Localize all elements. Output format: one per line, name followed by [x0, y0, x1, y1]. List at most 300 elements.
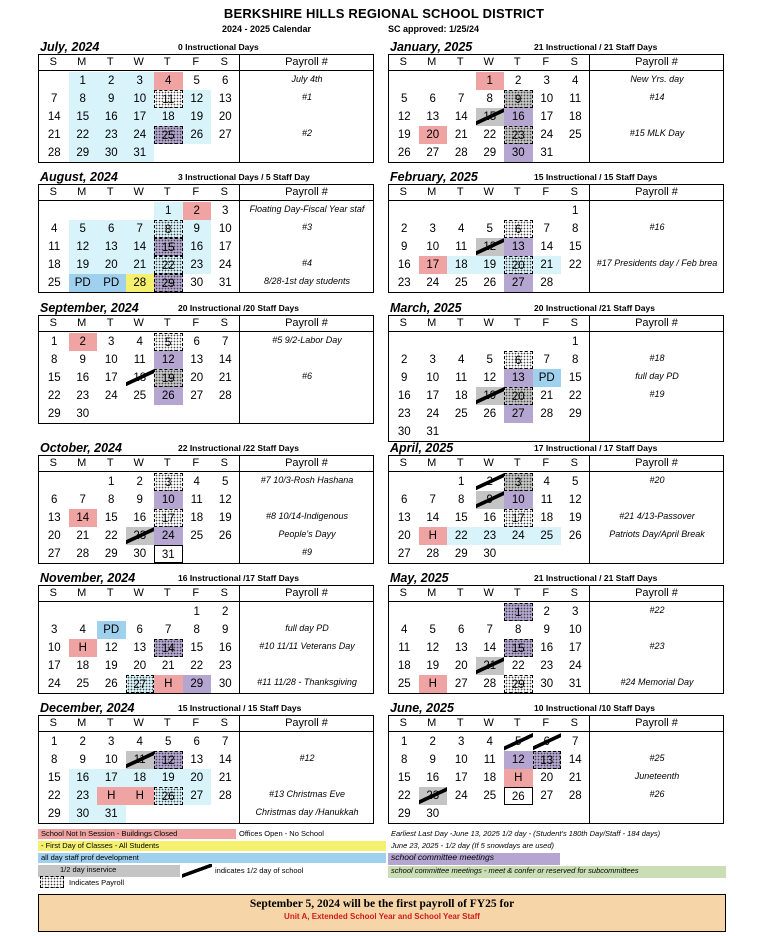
month-day-count: 15 Instructional / 15 Staff Days	[534, 172, 658, 182]
weekday-header: F	[192, 56, 200, 68]
day-cell: 27	[183, 787, 212, 805]
day-cell: 30	[69, 805, 98, 823]
day-cell: 20	[419, 126, 448, 144]
day-cell: 22	[397, 790, 411, 802]
header-divider	[389, 70, 723, 71]
weekday-header: W	[133, 317, 144, 329]
month-day-count: 21 Instructional / 21 Staff Days	[534, 42, 658, 52]
day-cell: 28	[218, 790, 232, 802]
day-cell: 12	[426, 642, 440, 654]
day-cell: 21	[454, 129, 468, 141]
legend-offices-open: Offices Open - No School	[239, 829, 324, 838]
day-cell: 15	[69, 108, 98, 126]
day-cell: 18	[190, 512, 204, 524]
weekday-header: T	[513, 717, 521, 729]
day-cell: 10	[426, 241, 440, 253]
day-cell: 29	[104, 548, 118, 560]
payroll-header: Payroll #	[635, 587, 678, 599]
day-cell: 13	[190, 754, 204, 766]
month-heading	[38, 301, 374, 315]
payroll-note: #10 11/11 Veterans Day	[259, 641, 355, 651]
day-cell: 4	[401, 624, 408, 636]
weekday-header: T	[456, 457, 464, 469]
day-cell: 15	[476, 108, 505, 126]
payroll-header: Payroll #	[285, 587, 328, 599]
day-cell: 26	[218, 530, 232, 542]
payroll-header: Payroll #	[285, 457, 328, 469]
header-divider	[39, 471, 373, 472]
day-cell: 4	[458, 223, 465, 235]
month-day-count: 20 Instructional /20 Staff Days	[178, 303, 299, 313]
day-cell: 30	[540, 678, 554, 690]
day-cell: 11	[455, 372, 468, 384]
legend-half-inservice: 1/2 day inservice	[38, 865, 180, 877]
day-cell: 19	[476, 256, 505, 274]
weekday-header: S	[570, 56, 578, 68]
day-cell: 23	[397, 277, 411, 289]
weekday-header: S	[220, 56, 228, 68]
day-cell: 22	[568, 390, 582, 402]
month-grid	[38, 585, 374, 694]
day-cell: 31	[568, 678, 582, 690]
payroll-header: Payroll #	[635, 56, 678, 68]
weekday-header: M	[77, 186, 87, 198]
weekday-header: T	[163, 717, 171, 729]
weekday-header: F	[542, 457, 550, 469]
day-cell: 13	[97, 238, 126, 256]
month-day-count: 10 Instructional /10 Staff Days	[534, 703, 655, 713]
weekday-header: S	[49, 186, 57, 198]
day-cell: 11	[126, 751, 155, 769]
weekday-header: W	[483, 317, 494, 329]
payroll-note: #12	[299, 753, 315, 763]
day-cell: 13	[218, 93, 232, 105]
day-cell: 6	[401, 494, 408, 506]
header-divider	[389, 601, 723, 602]
month-name: August, 2024	[40, 170, 118, 184]
day-cell: 15	[504, 639, 533, 657]
day-cell: 18	[47, 259, 61, 271]
day-cell: 21	[218, 372, 232, 384]
day-cell: 5	[429, 624, 436, 636]
day-cell: 5	[154, 333, 183, 351]
day-cell: 15	[454, 512, 468, 524]
day-cell: 11	[455, 241, 468, 253]
day-cell: 13	[47, 512, 61, 524]
day-cell: 25	[47, 277, 61, 289]
day-cell: 8	[458, 494, 465, 506]
payroll-header: Payroll #	[285, 317, 328, 329]
month-name: May, 2025	[390, 571, 449, 585]
day-cell: 18	[126, 769, 155, 787]
month-heading	[388, 701, 724, 715]
weekday-header: S	[49, 317, 57, 329]
payroll-note: July 4th	[291, 74, 323, 84]
day-cell: 20	[504, 387, 533, 405]
day-cell: 16	[483, 512, 497, 524]
day-cell: 6	[51, 494, 58, 506]
day-cell: 17	[419, 256, 448, 274]
day-cell: 24	[154, 527, 183, 545]
day-cell: 21	[161, 660, 175, 672]
day-cell: H	[126, 787, 155, 805]
day-cell: 19	[568, 512, 582, 524]
day-cell: 27	[126, 675, 155, 693]
day-cell: 27	[454, 678, 468, 690]
day-cell: 3	[108, 736, 115, 748]
day-cell: 9	[222, 624, 229, 636]
day-cell: 14	[454, 111, 468, 123]
day-cell: 1	[458, 476, 465, 488]
day-cell: 29	[454, 548, 468, 560]
day-cell: 26	[397, 147, 411, 159]
day-cell: 18	[483, 772, 497, 784]
day-cell: 28	[483, 678, 497, 690]
day-cell: 23	[69, 787, 98, 805]
day-cell: 14	[568, 754, 582, 766]
day-cell: 25	[533, 527, 562, 545]
month-heading	[388, 170, 724, 184]
day-cell: 2	[543, 606, 550, 618]
day-cell: 2	[401, 354, 408, 366]
day-cell: 22	[190, 660, 204, 672]
month-11	[388, 701, 724, 820]
weekday-header: F	[192, 457, 200, 469]
day-cell: 20	[183, 769, 212, 787]
weekday-header: M	[77, 717, 87, 729]
weekday-header: F	[192, 317, 200, 329]
day-cell: 26	[483, 408, 497, 420]
day-cell: 18	[154, 108, 183, 126]
payroll-dots-icon	[40, 876, 64, 888]
day-cell: 28	[76, 548, 90, 560]
day-cell: 20	[218, 111, 232, 123]
day-cell: 14	[69, 509, 98, 527]
day-cell: PD	[69, 274, 98, 292]
day-cell: 6	[504, 351, 533, 369]
day-cell: 28	[47, 147, 61, 159]
month-heading	[38, 441, 374, 455]
legend-first-day: - First Day of Classes - All Students	[38, 841, 386, 851]
month-name: December, 2024	[40, 701, 135, 715]
weekday-header: F	[542, 317, 550, 329]
day-cell: 2	[476, 473, 505, 491]
month-heading	[388, 301, 724, 315]
day-cell: 25	[397, 678, 411, 690]
day-cell: 17	[97, 769, 126, 787]
day-cell: 4	[136, 336, 143, 348]
payroll-note: 8/28-1st day students	[263, 276, 351, 286]
month-name: November, 2024	[40, 571, 136, 585]
day-cell: 28	[540, 277, 554, 289]
month-6	[38, 441, 374, 561]
weekday-header: S	[399, 317, 407, 329]
day-cell: 2	[136, 476, 143, 488]
day-cell: 10	[154, 491, 183, 509]
weekday-header: W	[133, 717, 144, 729]
payroll-note: People's Dayy	[278, 529, 336, 539]
weekday-header: S	[49, 717, 57, 729]
weekday-header: T	[106, 56, 114, 68]
month-grid	[388, 585, 724, 694]
day-cell: 17	[47, 660, 61, 672]
day-cell: 11	[133, 354, 146, 366]
day-cell: 24	[104, 390, 118, 402]
day-cell: 14	[218, 754, 232, 766]
weekday-header: S	[220, 186, 228, 198]
day-cell: 12	[397, 111, 411, 123]
day-cell: 21	[540, 390, 554, 402]
day-cell: 8	[193, 624, 200, 636]
day-cell: 22	[447, 527, 476, 545]
day-cell: 29	[69, 144, 98, 162]
day-cell: 2	[79, 736, 86, 748]
weekday-header: T	[513, 457, 521, 469]
day-cell: 5	[504, 733, 533, 751]
day-cell: 1	[476, 72, 505, 90]
day-cell: 10	[104, 354, 118, 366]
day-cell: 27	[47, 548, 61, 560]
month-5	[388, 301, 724, 438]
day-cell: 24	[540, 129, 554, 141]
day-cell: 18	[447, 256, 476, 274]
day-cell: 29	[47, 408, 61, 420]
day-cell: 17	[218, 241, 232, 253]
day-cell: 17	[126, 108, 155, 126]
day-cell: 15	[568, 241, 582, 253]
day-cell: 12	[218, 494, 232, 506]
day-cell: 20	[47, 530, 61, 542]
day-cell: 25	[133, 390, 147, 402]
day-cell: 12	[504, 751, 533, 769]
day-cell: 13	[454, 642, 468, 654]
day-cell: 9	[136, 494, 143, 506]
weekday-header: W	[133, 56, 144, 68]
day-cell: 24	[568, 660, 582, 672]
day-cell: 5	[69, 220, 98, 238]
day-cell: 19	[397, 129, 411, 141]
day-cell: H	[69, 639, 98, 657]
month-name: July, 2024	[40, 40, 100, 54]
weekday-header: F	[542, 56, 550, 68]
day-cell: 23	[183, 256, 212, 274]
day-cell: 23	[397, 408, 411, 420]
day-cell: 8	[572, 354, 579, 366]
month-2	[38, 170, 374, 290]
weekday-header: M	[427, 717, 437, 729]
day-cell: 8	[154, 220, 183, 238]
day-cell: 30	[397, 426, 411, 438]
day-cell: 23	[126, 527, 155, 545]
day-cell: 30	[97, 144, 126, 162]
day-cell: 26	[154, 787, 183, 805]
day-cell: 20	[97, 256, 126, 274]
payroll-note: #2	[301, 128, 312, 138]
day-cell: 27	[540, 790, 554, 802]
day-cell: H	[419, 527, 448, 545]
weekday-header: S	[220, 457, 228, 469]
day-cell: 17	[568, 642, 582, 654]
day-cell: 2	[515, 75, 522, 87]
legend-committee: school committee meetings	[388, 853, 560, 865]
day-cell: 9	[97, 90, 126, 108]
weekday-header: F	[192, 587, 200, 599]
payroll-note: #4	[301, 258, 312, 268]
weekday-header: M	[427, 56, 437, 68]
payroll-note: New Yrs. day	[630, 74, 684, 84]
day-cell: 8	[69, 90, 98, 108]
day-cell: 27	[504, 405, 533, 423]
day-cell: 22	[47, 390, 61, 402]
day-cell: 22	[511, 660, 525, 672]
day-cell: 21	[568, 772, 582, 784]
day-cell: 11	[48, 241, 61, 253]
day-cell: 11	[154, 90, 183, 108]
day-cell: 5	[222, 476, 229, 488]
payroll-note: #1	[301, 92, 312, 102]
month-day-count: 22 Instructional /22 Staff Days	[178, 443, 299, 453]
legend-earliest-last-day: Earliest Last Day -June 13, 2025 1/2 day - (Student's 180th Day/Staff - 184 days)	[391, 829, 661, 838]
day-cell: 27	[218, 129, 232, 141]
day-cell: PD	[97, 621, 126, 639]
day-cell: 6	[97, 220, 126, 238]
day-cell: 29	[504, 675, 533, 693]
day-cell: 31	[154, 545, 183, 563]
day-cell: 5	[572, 476, 579, 488]
day-cell: 18	[568, 111, 582, 123]
day-cell: 5	[486, 223, 493, 235]
day-cell: 13	[533, 751, 562, 769]
payroll-note: full day PD	[285, 623, 329, 633]
day-cell: 4	[136, 736, 143, 748]
day-cell: 24	[426, 408, 440, 420]
day-cell: 10	[568, 624, 582, 636]
day-cell: 25	[190, 530, 204, 542]
day-cell: 5	[193, 75, 200, 87]
day-cell: 7	[165, 624, 172, 636]
day-cell: 16	[504, 108, 533, 126]
day-cell: 19	[104, 660, 118, 672]
day-cell: 29	[397, 808, 411, 820]
day-cell: 24	[126, 126, 155, 144]
weekday-header: S	[220, 587, 228, 599]
day-cell: 13	[504, 238, 533, 256]
day-cell: 9	[401, 372, 408, 384]
weekday-header: T	[456, 317, 464, 329]
weekday-header: S	[570, 317, 578, 329]
weekday-header: M	[427, 186, 437, 198]
weekday-header: S	[399, 186, 407, 198]
weekday-header: W	[483, 457, 494, 469]
weekday-header: F	[542, 587, 550, 599]
month-name: September, 2024	[40, 301, 139, 315]
day-cell: 8	[401, 754, 408, 766]
day-cell: 30	[218, 678, 232, 690]
day-cell: 9	[79, 354, 86, 366]
day-cell: 1	[108, 476, 115, 488]
day-cell: 7	[543, 223, 550, 235]
day-cell: 17	[540, 111, 554, 123]
legend-pd: all day staff prof development	[38, 853, 386, 863]
day-cell: 8	[486, 93, 493, 105]
day-cell: 29	[183, 675, 212, 693]
weekday-header: W	[483, 587, 494, 599]
day-cell: 11	[540, 494, 553, 506]
day-cell: 1	[572, 336, 579, 348]
day-cell: 28	[454, 147, 468, 159]
day-cell: 9	[476, 491, 505, 509]
day-cell: 13	[190, 354, 204, 366]
day-cell: 27	[504, 274, 533, 292]
day-cell: 25	[568, 129, 582, 141]
weekday-header: T	[106, 717, 114, 729]
day-cell: 22	[47, 790, 61, 802]
month-grid	[388, 315, 724, 442]
payroll-note: Christmas day /Hanukkah	[255, 807, 359, 817]
day-cell: 2	[429, 736, 436, 748]
weekday-header: S	[220, 317, 228, 329]
day-cell: 13	[133, 642, 147, 654]
weekday-header: F	[192, 186, 200, 198]
day-cell: 28	[568, 790, 582, 802]
weekday-header: F	[192, 717, 200, 729]
header-divider	[39, 731, 373, 732]
payroll-note: #24 Memorial Day	[620, 677, 694, 687]
day-cell: 3	[126, 72, 155, 90]
day-cell: 20	[540, 772, 554, 784]
weekday-header: T	[106, 186, 114, 198]
day-cell: 7	[572, 736, 579, 748]
day-cell: 21	[476, 657, 505, 675]
weekday-header: M	[77, 317, 87, 329]
day-cell: 4	[543, 476, 550, 488]
day-cell: 10	[504, 491, 533, 509]
weekday-header: T	[163, 587, 171, 599]
day-cell: 6	[193, 736, 200, 748]
day-cell: 5	[401, 93, 408, 105]
day-cell: 1	[504, 603, 533, 621]
payroll-header: Payroll #	[635, 717, 678, 729]
month-name: March, 2025	[390, 301, 462, 315]
day-cell: 8	[572, 223, 579, 235]
weekday-header: M	[77, 457, 87, 469]
day-cell: 27	[190, 390, 204, 402]
day-cell: 14	[154, 639, 183, 657]
weekday-header: M	[427, 457, 437, 469]
day-cell: 16	[97, 108, 126, 126]
day-cell: 3	[154, 473, 183, 491]
day-cell: 19	[69, 256, 98, 274]
day-cell: 28	[126, 274, 155, 292]
weekday-header: S	[570, 186, 578, 198]
district-title: BERKSHIRE HILLS REGIONAL SCHOOL DISTRICT	[223, 6, 545, 21]
calendar-year: 2024 - 2025 Calendar	[222, 24, 312, 34]
day-cell: 31	[126, 144, 155, 162]
day-cell: 10	[540, 93, 554, 105]
day-cell: 12	[483, 372, 497, 384]
day-cell: 24	[504, 527, 533, 545]
payroll-note: #8 10/14-Indigenous	[265, 511, 349, 521]
day-cell: 15	[47, 372, 61, 384]
payroll-note: #26	[649, 789, 665, 799]
day-cell: 18	[454, 390, 468, 402]
day-cell: 25	[154, 126, 183, 144]
payroll-note: #3	[301, 222, 312, 232]
day-cell: 23	[97, 126, 126, 144]
legend	[38, 826, 730, 936]
weekday-header: S	[399, 717, 407, 729]
weekday-header: S	[570, 717, 578, 729]
